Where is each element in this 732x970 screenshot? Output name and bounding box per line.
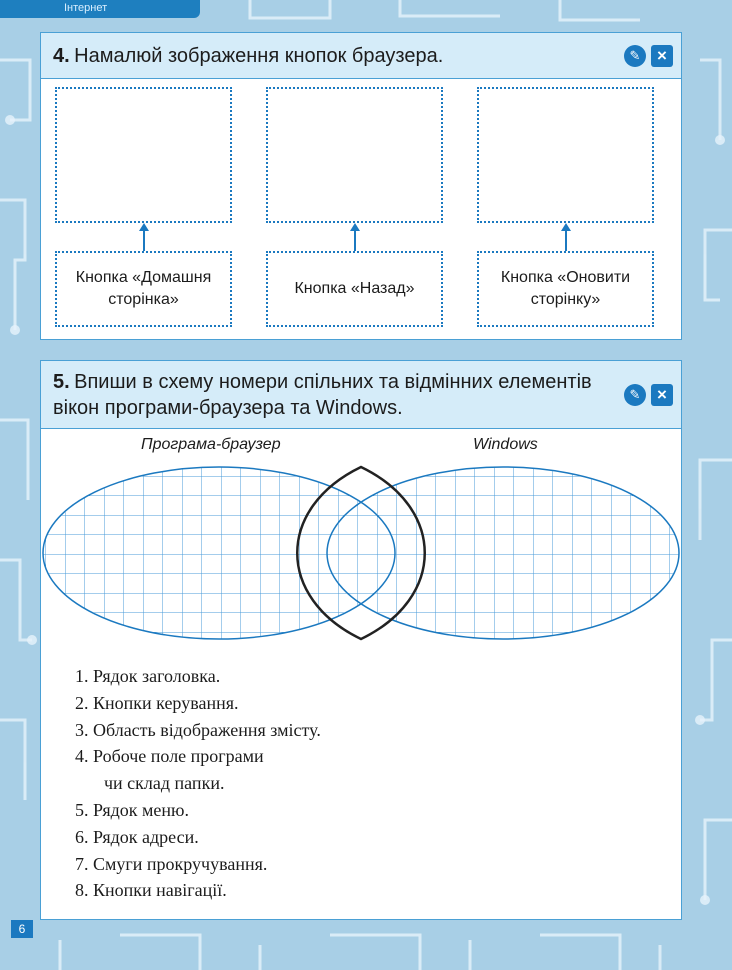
pencil-icon: ✎: [624, 45, 646, 67]
venn-left-label: Програма-браузер: [141, 436, 281, 453]
list-item: 1. Рядок заголовка.: [75, 666, 221, 686]
list-item-continuation: чи склад папки.: [104, 773, 225, 794]
list-item: 7. Смуги прокручування.: [75, 853, 268, 874]
page-number: 6: [11, 920, 33, 938]
arrow-up-icon: [350, 223, 360, 251]
list-item: 6. Рядок адреси.: [75, 826, 199, 847]
label-back-button: Кнопка «Назад»: [266, 251, 443, 327]
list-item: 3. Область відображення змісту.: [75, 719, 321, 740]
section-tab: Інтернет: [0, 0, 200, 18]
list-item: 8. Кнопки навігації.: [75, 880, 227, 901]
task-instruction: Впиши в схему номери спільних та відмінних елементів вікон програми-браузера та Windows.: [53, 371, 592, 419]
drawing-area-refresh[interactable]: [477, 87, 654, 223]
close-icon: ×: [651, 384, 673, 406]
task-number: 4.: [53, 45, 70, 67]
venn-right-label: Windows: [473, 436, 538, 453]
list-item: 4. Робоче поле програми: [75, 746, 264, 767]
close-icon: ×: [651, 45, 673, 67]
task-instruction: Намалюй зображення кнопок браузера.: [74, 45, 444, 67]
arrow-up-icon: [561, 223, 571, 251]
drawing-area-back[interactable]: [266, 87, 443, 223]
label-refresh-button: Кнопка «Оновити сторінку»: [477, 251, 654, 327]
venn-diagram[interactable]: [41, 453, 681, 653]
element-list: [75, 663, 321, 904]
drawing-area-home[interactable]: [55, 87, 232, 223]
arrow-up-icon: [139, 223, 149, 251]
task-number: 5.: [53, 371, 70, 393]
list-item: 2. Кнопки керування.: [75, 692, 239, 713]
label-home-button: Кнопка «Домашня сторінка»: [55, 251, 232, 327]
task-5-card: [40, 360, 682, 920]
task-4-card: [40, 32, 682, 340]
pencil-icon: ✎: [624, 384, 646, 406]
task-5-header: [41, 361, 681, 429]
task-4-header: [41, 33, 681, 79]
list-item: 5. Рядок меню.: [75, 799, 189, 820]
